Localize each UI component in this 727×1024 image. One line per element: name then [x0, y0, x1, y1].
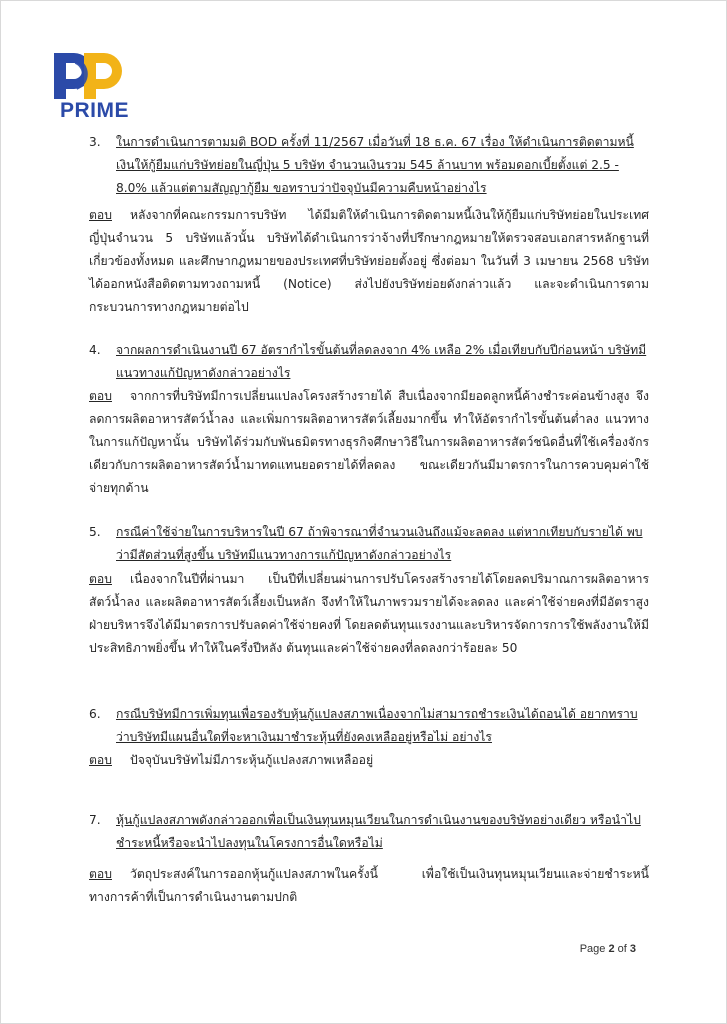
question-number: 5.: [89, 525, 101, 539]
answer-label: ตอบ: [89, 208, 112, 222]
document-body: [1, 1, 727, 1024]
page-prefix: Page: [579, 943, 609, 955]
page-number: [580, 943, 636, 955]
answer-5: [89, 568, 649, 660]
question-number: 6.: [89, 707, 101, 721]
question-number: 4.: [89, 343, 101, 357]
question-text: ในการดำเนินการตามมติ BOD ครั้งที่ 11/2567 เมื่อวันที่ 18 ธ.ค. 67 เรื่อง ให้ดำเนินการติดตามหนี้เงินให้กู้ยืมแก่บริษัทย่อยในญี่ปุ่น 5 บริษัท จำนวนเงินรวม 545 ล้านบาท พร้อมดอกเบี้ยตั้งแต่ 2.5 - 8.0% แล้วแต่ตามสัญญากู้ยืม ขอทราบว่าปัจจุบันมีความคืบหน้าอย่างไร: [116, 135, 634, 195]
answer-text: เนื่องจากในปีที่ผ่านมา เป็นปีที่เปลี่ยนผ่านการปรับโครงสร้างรายได้โดยลดปริมาณการผลิตอาหารสัตว์น้ำลง และผลิตอาหารสัตว์เลี้ยงเป็นหลัก จึงทำให้ในภาพรวมรายได้จะลดลง และค่าใช้จ่ายคงที่มีอัตราสูง ฝ่ายบริหารจึงได้มีมาตรการปรับลดค่าใช้จ่ายคงที่ โดยลดต้นทุนแรงงานและบริหารจัดการการใช้พลังงานให้มีประสิทธิภาพยิ่งขึ้น ทำให้ในครึ่งปีหลัง ต้นทุนและค่าใช้จ่ายคงที่ลดลงกว่าร้อยละ 50: [89, 572, 649, 655]
answer-7: [89, 863, 649, 909]
question-text: กรณีบริษัทมีการเพิ่มทุนเพื่อรองรับหุ้นกู้แปลงสภาพเนื่องจากไม่สามารถชำระเงินได้ถอนได้ อยากทราบว่าบริษัทมีแผนอื่นใดที่จะหาเงินมาชำระหุ้นที่ยังคงเหลืออยู่หรือไม่ อย่างไร: [116, 707, 638, 744]
answer-text: ปัจจุบันบริษัทไม่มีภาระหุ้นกู้แปลงสภาพเหลืออยู่: [129, 753, 374, 767]
page-current: 2: [608, 943, 615, 955]
question-3: [89, 131, 649, 200]
answer-6: [89, 749, 649, 772]
question-number: 3.: [89, 135, 101, 149]
page-total: 3: [629, 943, 636, 955]
answer-label: ตอบ: [89, 753, 112, 767]
question-7: [89, 809, 649, 855]
question-5: [89, 521, 649, 567]
answer-label: ตอบ: [89, 867, 112, 881]
question-4: [89, 339, 649, 385]
question-text: กรณีค่าใช้จ่ายในการบริหารในปี 67 ถ้าพิจารณาที่จำนวนเงินถึงแม้จะลดลง แต่หากเทียบกับรายได้ พบว่ามีสัดส่วนที่สูงขึ้น บริษัทมีแนวทางการแก้ปัญหาดังกล่าวอย่างไร: [116, 525, 643, 562]
answer-4: [89, 385, 649, 500]
answer-label: ตอบ: [89, 572, 112, 586]
question-text: จากผลการดำเนินงานปี 67 อัตรากำไรขั้นต้นที่ลดลงจาก 4% เหลือ 2% เมื่อเทียบกับปีก่อนหน้า บริษัทมีแนวทางแก้ปัญหาดังกล่าวอย่างไร: [116, 343, 647, 380]
answer-text: หลังจากที่คณะกรรมการบริษัท ได้มีมติให้ดำเนินการติดตามหนี้เงินให้กู้ยืมแก่บริษัทย่อยในประเทศญี่ปุ่นจำนวน 5 บริษัทแล้วนั้น บริษัทได้ดำเนินการว่าจ้างที่ปรึกษากฎหมายให้ตรวจสอบเอกสารหลักฐานที่เกี่ยวข้องทั้งหมด และศึกษากฎหมายของประเทศที่บริษัทย่อยตั้งอยู่ ซึ่งต่อมา ในวันที่ 3 เมษายน 2568 บริษัทได้ออกหนังสือติดตามทวงถามหนี้ (Notice) ส่งไปยังบริษัทย่อยดังกล่าวแล้ว และจะดำเนินการตามกระบวนการทางกฎหมายต่อไป: [89, 208, 649, 314]
question-number: 7.: [89, 813, 101, 827]
page-sep: of: [614, 943, 630, 955]
answer-3: [89, 204, 649, 319]
answer-label: ตอบ: [89, 389, 112, 403]
question-text: หุ้นกู้แปลงสภาพดังกล่าวออกเพื่อเป็นเงินทุนหมุนเวียนในการดำเนินงานของบริษัทอย่างเดียว หรือนำไปชำระหนี้หรือจะนำไปลงทุนในโครงการอื่นใดหรือไม่: [116, 813, 641, 850]
answer-text: วัตถุประสงค์ในการออกหุ้นกู้แปลงสภาพในครั้งนี้ เพื่อใช้เป็นเงินทุนหมุนเวียนและจ่ายชำระหนี้ทางการค้าที่เป็นการดำเนินงานตามปกติ: [89, 867, 649, 904]
answer-text: จากการที่บริษัทมีการเปลี่ยนแปลงโครงสร้างรายได้ สืบเนื่องจากมียอดลูกหนี้ค้างชำระค่อนข้างสูง จึงลดการผลิตอาหารสัตว์น้ำลง และเพิ่มการผลิตอาหารสัตว์เลี้ยงมากขึ้น ทำให้อัตรากำไรขั้นต้นต่ำลง แนวทางในการแก้ปัญหานั้น บริษัทได้ร่วมกับพันธมิตรทางธุรกิจศึกษาวิธีในการผลิตอาหารสัตว์ชนิดอื่นที่ใช้เครื่องจักรเดียวกับการผลิตอาหารสัตว์น้ำมาทดแทนยอดรายได้ที่ลดลง ขณะเดียวกันมีมาตรการในการควบคุมค่าใช้จ่ายทุกด้าน: [89, 389, 649, 495]
logo-wordmark: PRIME: [60, 99, 130, 122]
question-6: [89, 703, 649, 749]
